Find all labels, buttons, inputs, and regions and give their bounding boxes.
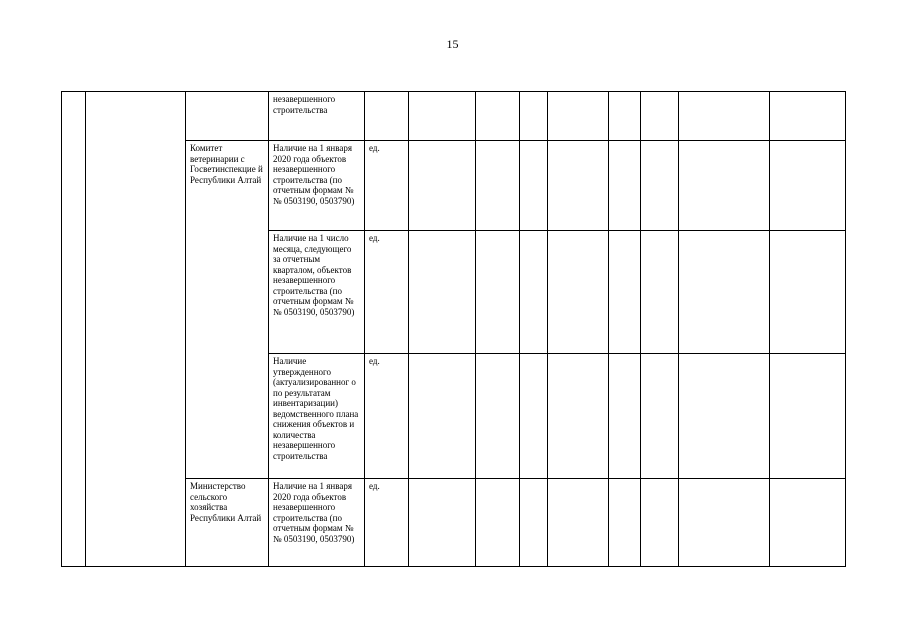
value-cell — [770, 92, 846, 141]
value-cell — [548, 141, 609, 231]
unit-cell: ед. — [365, 479, 409, 567]
page-number: 15 — [446, 37, 459, 51]
value-cell — [476, 141, 520, 231]
value-cell — [548, 479, 609, 567]
value-cell — [520, 92, 548, 141]
organization-cell — [186, 92, 269, 141]
value-cell — [520, 479, 548, 567]
indicator-cell: Наличие утвержденного (актуализированног о по результатам инвентаризации) ведомственного плана снижения объектов и количества незавершенного строительства — [269, 354, 365, 479]
value-cell — [409, 141, 476, 231]
value-cell — [641, 354, 679, 479]
value-cell — [679, 479, 770, 567]
value-cell — [679, 354, 770, 479]
value-cell — [641, 479, 679, 567]
value-cell — [679, 141, 770, 231]
value-cell — [770, 479, 846, 567]
organization-cell: Комитет ветеринарии с Госветинспекцие й Республики Алтай — [186, 141, 269, 479]
unit-cell: ед. — [365, 231, 409, 354]
value-cell — [609, 92, 641, 141]
value-cell — [609, 354, 641, 479]
value-cell — [770, 231, 846, 354]
value-cell — [409, 92, 476, 141]
value-cell — [770, 141, 846, 231]
unit-cell: ед. — [365, 141, 409, 231]
value-cell — [409, 354, 476, 479]
value-cell — [548, 231, 609, 354]
value-cell — [770, 354, 846, 479]
value-cell — [548, 354, 609, 479]
indicator-cell: Наличие на 1 число месяца, следующего за отчетным кварталом, объектов незавершенного строительства (по отчетным формам №№ 0503190, 0503790) — [269, 231, 365, 354]
value-cell — [520, 141, 548, 231]
value-cell — [609, 231, 641, 354]
value-cell — [679, 231, 770, 354]
indicators-table — [61, 91, 846, 567]
value-cell — [476, 92, 520, 141]
program-name-cell — [86, 92, 186, 567]
unit-cell — [365, 92, 409, 141]
organization-cell: Министерство сельского хозяйства Республики Алтай — [186, 479, 269, 567]
indicator-cell: Наличие на 1 января 2020 года объектов незавершенного строительства (по отчетным формам №№ 0503190, 0503790) — [269, 479, 365, 567]
value-cell — [548, 92, 609, 141]
value-cell — [520, 354, 548, 479]
value-cell — [679, 92, 770, 141]
value-cell — [409, 231, 476, 354]
value-cell — [476, 479, 520, 567]
unit-cell: ед. — [365, 354, 409, 479]
table-row — [62, 92, 846, 141]
value-cell — [476, 231, 520, 354]
row-number-cell — [62, 92, 86, 567]
value-cell — [609, 141, 641, 231]
value-cell — [520, 231, 548, 354]
indicator-cell: незавершенного строительства — [269, 92, 365, 141]
value-cell — [476, 354, 520, 479]
value-cell — [641, 231, 679, 354]
value-cell — [609, 479, 641, 567]
value-cell — [409, 479, 476, 567]
value-cell — [641, 141, 679, 231]
indicator-cell: Наличие на 1 января 2020 года объектов незавершенного строительства (по отчетным формам №№ 0503190, 0503790) — [269, 141, 365, 231]
value-cell — [641, 92, 679, 141]
